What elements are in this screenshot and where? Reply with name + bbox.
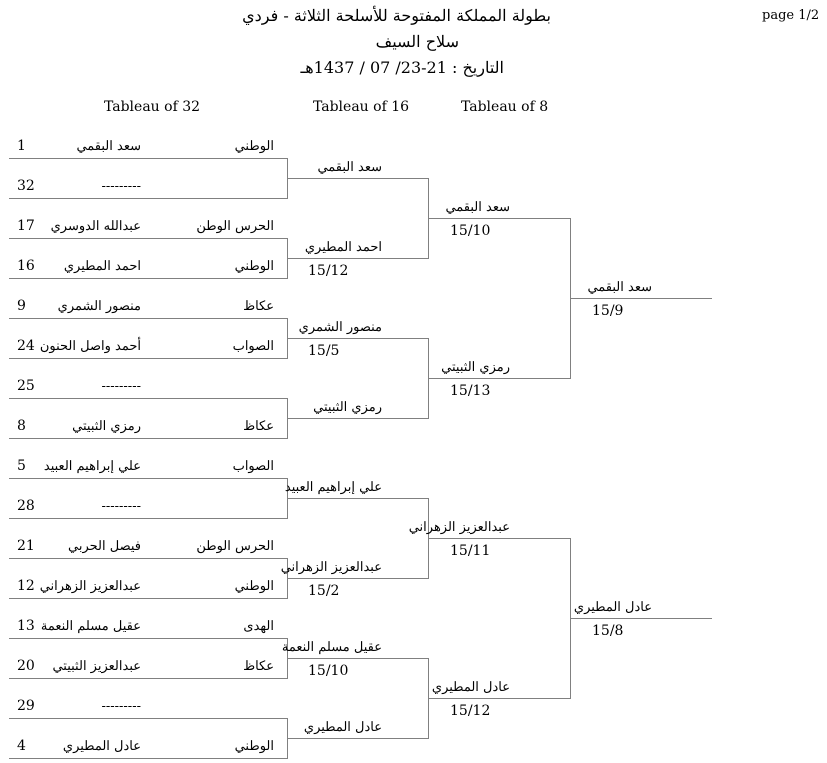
column-header-t16: Tableau of 16 <box>313 99 410 115</box>
club-name: الوطني <box>234 739 274 754</box>
fencer-name: عبدالعزيز الثبيتي <box>52 659 141 674</box>
bout-score: 15/12 <box>450 703 491 719</box>
entry-line <box>9 558 287 559</box>
fencer-name: علي إبراهيم العبيد <box>43 459 141 474</box>
fencer-name: عبدالله الدوسري <box>50 219 141 234</box>
winner-line <box>287 658 428 659</box>
club-name: الوطني <box>234 259 274 274</box>
seed-number: 13 <box>17 618 35 634</box>
winner-line <box>287 498 428 499</box>
bout-score: 15/8 <box>592 623 624 639</box>
column-header-t32: Tableau of 32 <box>104 99 201 115</box>
seed-number: 16 <box>17 258 35 274</box>
page-number: page 1/2 <box>762 8 820 23</box>
club-name: عكاظ <box>243 419 274 434</box>
winner-name: عبدالعزيز الزهراني <box>408 520 510 535</box>
winner-line <box>428 698 570 699</box>
bout-score: 15/12 <box>308 263 349 279</box>
bout-score: 15/10 <box>308 663 349 679</box>
fencer-name: أحمد واصل الحنون <box>39 339 141 354</box>
seed-number: 1 <box>17 138 26 154</box>
entry-line <box>9 598 287 599</box>
bout-score: 15/5 <box>308 343 340 359</box>
fencer-name: فيصل الحربي <box>68 539 141 554</box>
entry-line <box>9 158 287 159</box>
fencer-name: عبدالعزيز الزهراني <box>39 579 141 594</box>
club-name: الهدى <box>243 619 274 634</box>
seed-number: 4 <box>17 738 26 754</box>
winner-name: عادل المطيري <box>431 680 510 695</box>
entry-line <box>9 198 287 199</box>
entry-line <box>9 638 287 639</box>
bout-score: 15/10 <box>450 223 491 239</box>
seed-number: 24 <box>17 338 35 354</box>
bout-score: 15/11 <box>450 543 491 559</box>
entry-line <box>9 318 287 319</box>
fencer-name: رمزي الثبيتي <box>72 419 141 434</box>
seed-number: 17 <box>17 218 35 234</box>
winner-name: سعد البقمي <box>587 280 652 295</box>
winner-name: رمزي الثبيتي <box>441 360 510 375</box>
entry-line <box>9 238 287 239</box>
winner-line <box>287 578 428 579</box>
winner-line <box>428 538 570 539</box>
entry-line <box>9 478 287 479</box>
bout-score: 15/2 <box>308 583 340 599</box>
winner-line <box>287 178 428 179</box>
winner-name: عبدالعزيز الزهراني <box>280 560 382 575</box>
winner-line <box>428 378 570 379</box>
club-name: الوطني <box>234 139 274 154</box>
entry-line <box>9 278 287 279</box>
seed-number: 12 <box>17 578 35 594</box>
club-name: الصواب <box>232 459 274 474</box>
seed-number: 32 <box>17 178 35 194</box>
club-name: الصواب <box>232 339 274 354</box>
winner-line <box>287 258 428 259</box>
club-name: عكاظ <box>243 659 274 674</box>
seed-number: 29 <box>17 698 35 714</box>
entry-line <box>9 678 287 679</box>
bout-score: 15/9 <box>592 303 624 319</box>
club-name: الوطني <box>234 579 274 594</box>
winner-name: سعد البقمي <box>445 200 510 215</box>
winner-name: منصور الشمري <box>298 320 382 335</box>
winner-line <box>570 298 712 299</box>
seed-number: 20 <box>17 658 35 674</box>
entry-line <box>9 358 287 359</box>
column-header-t8: Tableau of 8 <box>461 99 549 115</box>
winner-name: عقيل مسلم النعمة <box>281 640 382 655</box>
entry-line <box>9 438 287 439</box>
winner-name: علي إبراهيم العبيد <box>284 480 382 495</box>
tournament-title: بطولة المملكة المفتوحة للأسلحة الثلاثة - فردي <box>242 6 551 25</box>
fencer-name: --------- <box>101 499 141 514</box>
seed-number: 9 <box>17 298 26 314</box>
club-name: عكاظ <box>243 299 274 314</box>
winner-line <box>428 218 570 219</box>
club-name: الحرس الوطن <box>196 219 274 234</box>
seed-number: 25 <box>17 378 35 394</box>
seed-number: 21 <box>17 538 35 554</box>
club-name: الحرس الوطن <box>196 539 274 554</box>
winner-name: عادل المطيري <box>303 720 382 735</box>
fencer-name: احمد المطيري <box>63 259 141 274</box>
fencer-name: عادل المطيري <box>62 739 141 754</box>
winner-name: سعد البقمي <box>317 160 382 175</box>
winner-name: رمزي الثبيتي <box>313 400 382 415</box>
entry-line <box>9 398 287 399</box>
winner-name: عادل المطيري <box>573 600 652 615</box>
fencer-name: عقيل مسلم النعمة <box>40 619 141 634</box>
date-label: التاريخ : 21-23/ 07 / 1437هـ <box>300 58 504 77</box>
entry-line <box>9 718 287 719</box>
seed-number: 5 <box>17 458 26 474</box>
winner-line <box>287 338 428 339</box>
fencer-name: سعد البقمي <box>76 139 141 154</box>
fencer-name: --------- <box>101 699 141 714</box>
entry-line <box>9 758 287 759</box>
winner-name: احمد المطيري <box>304 240 382 255</box>
winner-line <box>287 738 428 739</box>
fencer-name: منصور الشمري <box>57 299 141 314</box>
winner-line <box>570 618 712 619</box>
fencer-name: --------- <box>101 179 141 194</box>
seed-number: 28 <box>17 498 35 514</box>
fencer-name: --------- <box>101 379 141 394</box>
seed-number: 8 <box>17 418 26 434</box>
bout-score: 15/13 <box>450 383 491 399</box>
weapon-label: سلاح السيف <box>375 32 459 51</box>
entry-line <box>9 518 287 519</box>
winner-line <box>287 418 428 419</box>
